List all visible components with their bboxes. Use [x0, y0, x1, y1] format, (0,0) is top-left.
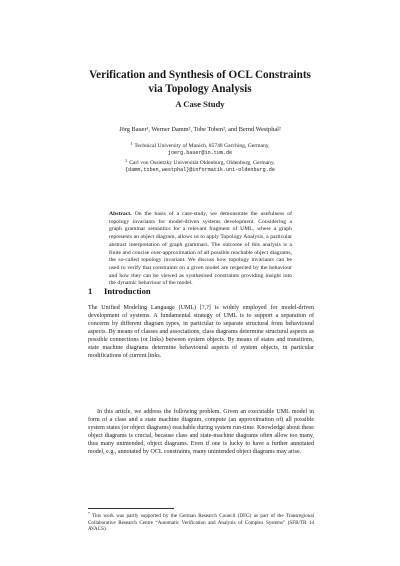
- paper-title-line-1: Verification and Synthesis of OCL Constraints: [89, 69, 311, 81]
- affiliation-1-address: Technical University of Munich, 85748 Garching, Germany,: [134, 143, 270, 149]
- section-title: Introduction: [104, 286, 151, 296]
- footnote-divider: [88, 508, 174, 509]
- section-number: 1: [88, 286, 93, 296]
- affiliation-2-institution: [70, 157, 330, 167]
- intro-paragraph-2: In this article, we address the following problem. Given an executable UML model in form of a class and a state machine diagram, compute (an approximation of) all possible system states (or object diagrams) reachable during system run-time. Knowledge about these object diagrams is crucial, because class and state-machine diagrams often allow too many, thus many unintended, object diagrams. Even if one is lucky to have a further annotated model, e.g., annotated by OCL constraints, many unintended object diagrams may arise.: [88, 409, 314, 456]
- abstract: [109, 211, 292, 288]
- affiliation-2-address: Carl von Ossietzky Universität Oldenburg, Oldenburg, Germany,: [129, 160, 275, 166]
- intro-paragraph-1: The Unified Modeling Language (UML) [?,?] is widely employed for model-driven development of systems. A fundamental strategy of UML is to support a separation of concerns by different diagram types, in particular to separate structural from behavioural aspects. By means of classes and associations, class diagrams determine structural aspects as possible connections (or links) between system objects. By means of states and transitions, state machine diagrams determine behavioural aspects of system objects, in particular modifications of current links.: [88, 305, 314, 360]
- affiliation-1: [70, 140, 330, 158]
- paper-subtitle: A Case Study: [175, 99, 225, 109]
- footnote-text: This work was partly supported by the German Research Council (DFG) as part of the Transregional Collaborative Research Centre “Automatic Verification and Analysis of Complex Systems” (SFB/TR 14 AVACS).: [88, 513, 314, 533]
- section-heading-introduction: [88, 286, 151, 296]
- affiliation-2-mark: 2: [125, 158, 128, 163]
- footnote: [88, 511, 314, 533]
- affiliation-2-email: {damm,toben,westphal}@informatik.uni-oldenburg.de: [125, 167, 275, 174]
- abstract-label: Abstract.: [109, 211, 132, 217]
- affiliation-1-mark: 1: [130, 141, 133, 146]
- affiliation-1-institution: [70, 140, 330, 150]
- footnote-mark: *: [88, 512, 90, 516]
- author-list: Jörg Bauer¹, Werner Damm², Tobe Toben², and Bernd Westphal²: [119, 126, 281, 133]
- affiliation-2: [70, 157, 330, 175]
- abstract-text: On the basis of a case-study, we demonstrate the usefulness of topology invariants for model-driven systems development. Considering a graph grammar semantics for a relevant fragment of UML, where a graph represents an object diagram, allows us to apply Topology Analysis, a particular abstract interpretation of graph grammars. The outcome of this analysis is a finite and concise over-approximation of all possible reachable object diagrams, the so-called topology invariant. We discuss how topology invariants can be used to verify that constraints on a given model are respected by the behaviour and how they can be viewed as synthesised constraints providing insight into the dynamic behaviour of the model.: [109, 211, 292, 287]
- paper-title-line-2: via Topology Analysis: [148, 83, 252, 95]
- affiliation-1-email: joerg.bauer@in.tum.de: [167, 150, 233, 157]
